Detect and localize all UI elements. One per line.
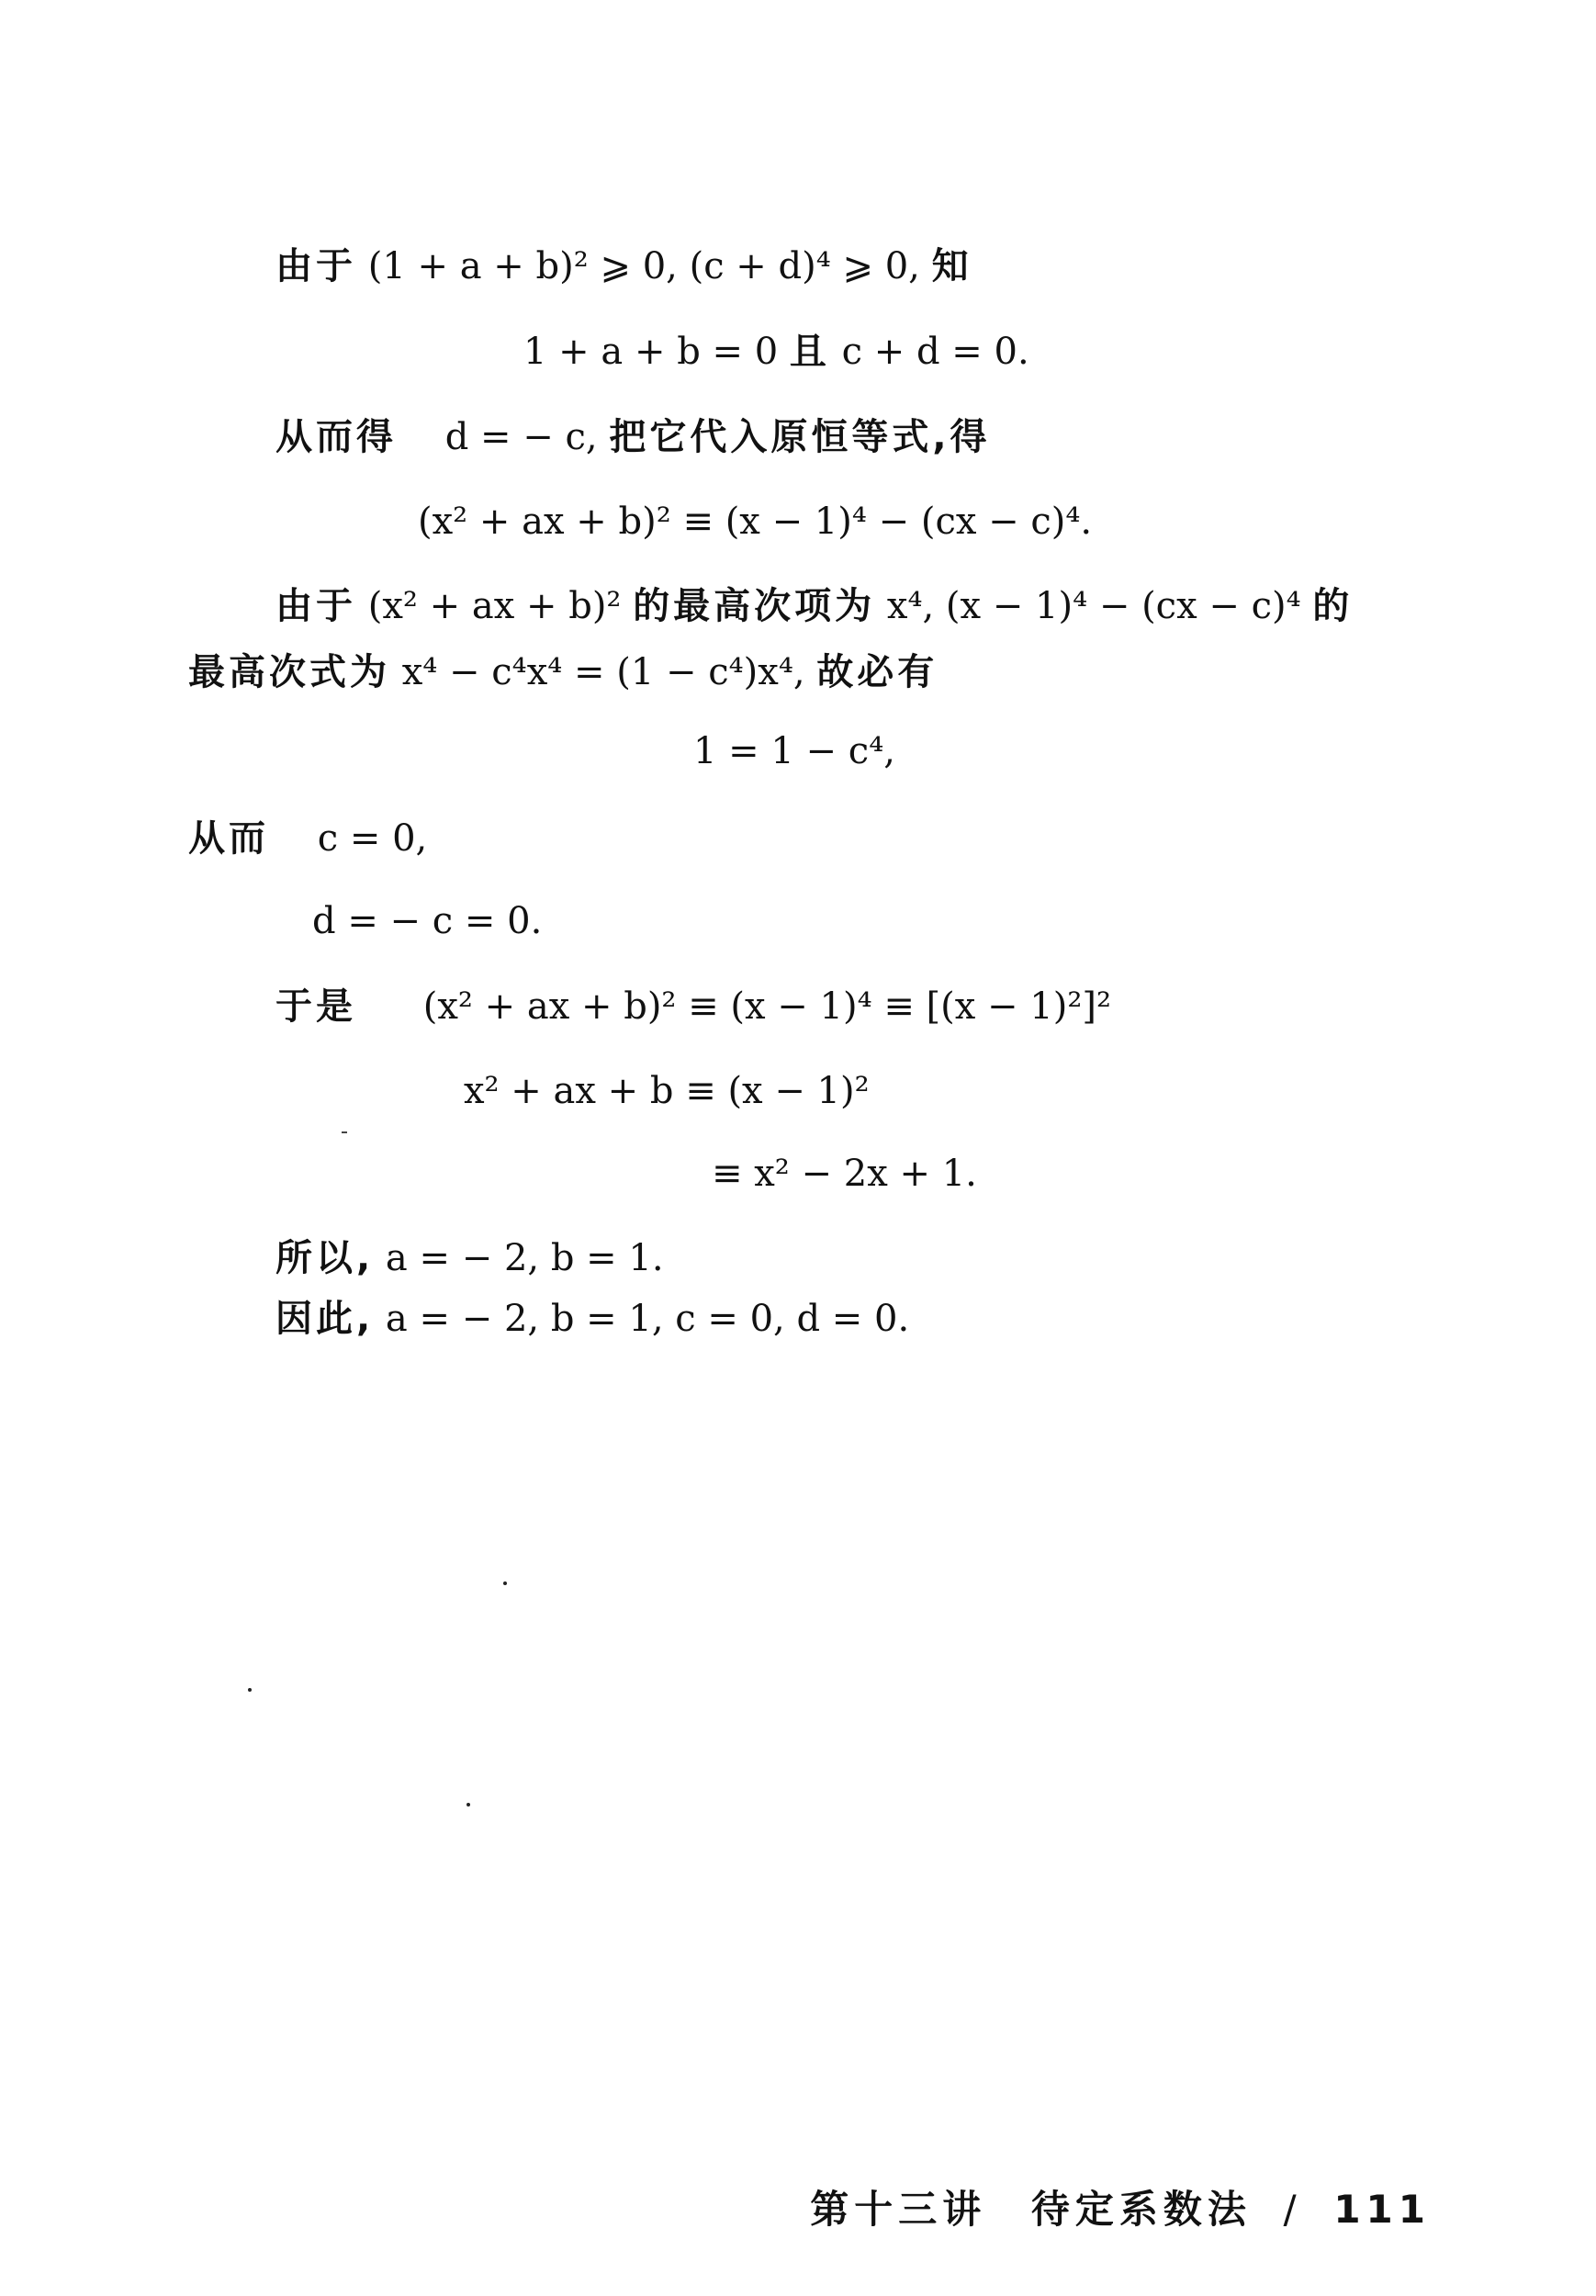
math-expression: d = − c, bbox=[444, 416, 598, 458]
cjk-text: 由于 bbox=[275, 245, 356, 287]
cjk-text: 最高次式为 bbox=[188, 651, 390, 693]
cjk-text: 因此, bbox=[275, 1298, 375, 1340]
math-expression: (x² + ax + b)² ≡ (x − 1)⁴ − (cx − c)⁴. bbox=[418, 501, 1093, 543]
footer-separator: / bbox=[1283, 2187, 1302, 2232]
page-footer bbox=[810, 2184, 1431, 2235]
math-expression: a = − 2, b = 1. bbox=[385, 1237, 664, 1279]
scan-speck bbox=[248, 1688, 252, 1692]
text-line-1 bbox=[275, 241, 972, 292]
cjk-text: 所以, bbox=[275, 1237, 375, 1279]
math-expression: a = − 2, b = 1, c = 0, d = 0. bbox=[385, 1298, 910, 1340]
cjk-text: 的最高次项为 bbox=[633, 585, 876, 627]
math-expression: c = 0, bbox=[317, 817, 428, 860]
cjk-text: 于是 bbox=[275, 985, 356, 1028]
math-expression: 1 + a + b = 0 bbox=[523, 331, 779, 373]
text-line-14 bbox=[275, 1293, 909, 1345]
cjk-text: 把它代入原恒等式,得 bbox=[609, 416, 991, 458]
cjk-text: 从而 bbox=[188, 817, 269, 860]
text-line-11 bbox=[464, 1065, 870, 1117]
math-expression: (1 + a + b)² ⩾ 0, (c + d)⁴ ⩾ 0, bbox=[367, 245, 920, 287]
cjk-text: 从而得 bbox=[275, 416, 397, 458]
text-line-5 bbox=[275, 580, 1353, 632]
text-line-4 bbox=[418, 496, 1092, 547]
scan-speck bbox=[466, 1803, 470, 1806]
text-line-10 bbox=[275, 981, 1111, 1032]
math-expression: (x² + ax + b)² bbox=[367, 585, 622, 627]
cjk-text: 知 bbox=[931, 245, 972, 287]
cjk-text: 由于 bbox=[275, 585, 356, 627]
text-line-12 bbox=[712, 1148, 977, 1199]
math-expression: x² + ax + b ≡ (x − 1)² bbox=[464, 1070, 870, 1112]
scan-speck bbox=[342, 1131, 347, 1133]
math-expression: (x² + ax + b)² ≡ (x − 1)⁴ ≡ [(x − 1)²]² bbox=[422, 985, 1111, 1028]
cjk-text: 且 bbox=[789, 331, 830, 373]
text-line-2 bbox=[523, 326, 1029, 377]
math-expression: c + d = 0. bbox=[841, 331, 1029, 373]
math-expression: ≡ x² − 2x + 1. bbox=[712, 1153, 977, 1195]
math-expression: x⁴, (x − 1)⁴ − (cx − c)⁴ bbox=[886, 585, 1301, 627]
cjk-text: 的 bbox=[1312, 585, 1354, 627]
chapter-label: 第十三讲 bbox=[810, 2187, 987, 2232]
text-line-3 bbox=[275, 411, 991, 463]
text-line-7 bbox=[693, 726, 895, 777]
math-expression: x⁴ − c⁴x⁴ = (1 − c⁴)x⁴, bbox=[401, 651, 805, 693]
text-line-13 bbox=[275, 1232, 664, 1284]
text-line-9 bbox=[312, 895, 542, 947]
math-expression: 1 = 1 − c⁴, bbox=[693, 730, 895, 772]
text-line-6 bbox=[188, 647, 938, 698]
chapter-title: 待定系数法 bbox=[1030, 2187, 1252, 2232]
cjk-text: 故必有 bbox=[816, 651, 938, 693]
page-number: 111 bbox=[1333, 2187, 1431, 2232]
math-expression: d = − c = 0. bbox=[312, 900, 543, 942]
text-line-8 bbox=[188, 813, 427, 864]
scan-speck bbox=[503, 1581, 507, 1585]
